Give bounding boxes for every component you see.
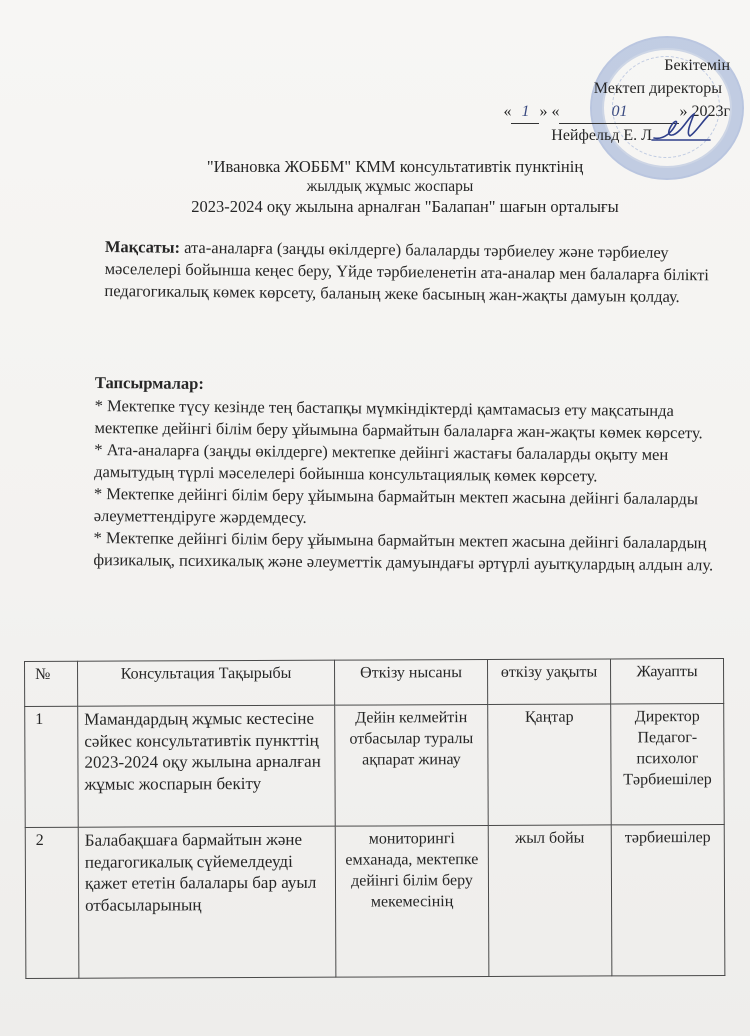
goal-label: Мақсаты:	[104, 236, 181, 257]
cell-time: жыл бойы	[488, 825, 612, 977]
approval-day: 1	[511, 100, 539, 124]
table-header-row	[25, 658, 724, 706]
task-item: * Мектепке дейінгі білім беру ұйымына бармайтын мектеп жасына дейінгі балалардың физикалық, психикалық және әлеуметтік дамуындағы әртүрлі ауытқулардың алдын алу.	[93, 527, 714, 575]
cell-form: Дейін келмейтін отбасылар туралы ақпарат жинау	[335, 704, 489, 826]
consultation-plan-table	[24, 658, 725, 979]
goal-section	[104, 236, 725, 308]
header-num: №	[25, 661, 78, 706]
cell-num: 2	[25, 827, 79, 978]
document-title	[0, 157, 750, 217]
goal-text: ата-аналарға (заңды өкілдерге) балаларды тәрбиелеу және тәрбиелеу мәселелері бойынша кеңес беру, Үйде тәрбиеленетін ата-аналар мен балаларға білікті педагогикалық көмек көрсету, баланың жеке басының жан-жақты дамуын қолдау.	[104, 237, 710, 307]
cell-form: мониторингі емханада, мектепке дейінгі білім беру мекемесінің	[335, 825, 489, 977]
cell-responsible: тәрбиешілер	[611, 824, 725, 975]
cell-responsible: Директор Педагог-психолог Тәрбиешілер	[611, 703, 725, 824]
task-item: * Ата-аналарға (заңды өкілдерге) мектепке дейінгі жастағы балаларды оқыту мен дамытудың түрлі мәселелері бойынша консультациялық көмек көрсету.	[94, 439, 669, 486]
approval-heading: Бекітемін	[664, 57, 730, 74]
tasks-label: Тапсырмалар:	[94, 372, 204, 393]
header-form: Өткізу нысаны	[334, 659, 487, 705]
cell-num: 1	[25, 706, 79, 827]
approval-position: Мектеп директоры	[593, 80, 722, 97]
date-open-quote: «	[503, 103, 512, 120]
header-time: өткізу уақыты	[487, 659, 610, 705]
approval-year: » 2023г	[679, 103, 730, 120]
title-line-2: жылдық жұмыс жоспары	[306, 178, 474, 195]
date-mid-quote: » «	[539, 103, 560, 120]
table-row	[25, 824, 725, 978]
task-item: * Мектепке дейінгі білім беру ұйымына бармайтын мектеп жасына дейінгі балаларды әлеуметтендіруге жәрдемдесу.	[93, 483, 699, 527]
signature-icon	[650, 110, 712, 144]
cell-topic: Балабақшаға бармайтын және педагогикалық сүйемелдеуді қажет ететін балалары бар ауыл отбасыларының	[78, 826, 336, 978]
cell-topic: Мамандардың жұмыс кестесіне сәйкес консультативтік пункттің 2023-2024 оқу жылына арналған жұмыс жоспарын бекіту	[78, 705, 336, 827]
title-line-3: 2023-2024 оқу жылына арналған "Балапан" шағын орталығы	[191, 197, 619, 216]
approval-month: 01	[559, 100, 679, 124]
cell-time: Қаңтар	[488, 704, 612, 826]
table-row	[25, 703, 725, 827]
header-responsible: Жауапты	[610, 658, 723, 703]
title-line-1: "Ивановка ЖОББМ" КММ консультативтік пунктінің	[206, 157, 584, 176]
header-topic: Консультация Тақырыбы	[78, 660, 335, 706]
director-name: Нейфельд Е. Л	[551, 127, 652, 144]
tasks-section	[93, 372, 735, 577]
task-item: * Мектепке түсу кезінде тең бастапқы мүмкіндіктерді қамтамасыз ету мақсатында мектепке дейінгі білім беру ұйымына бармайтын балаларға жан-жақты көмек көрсету.	[94, 395, 703, 443]
